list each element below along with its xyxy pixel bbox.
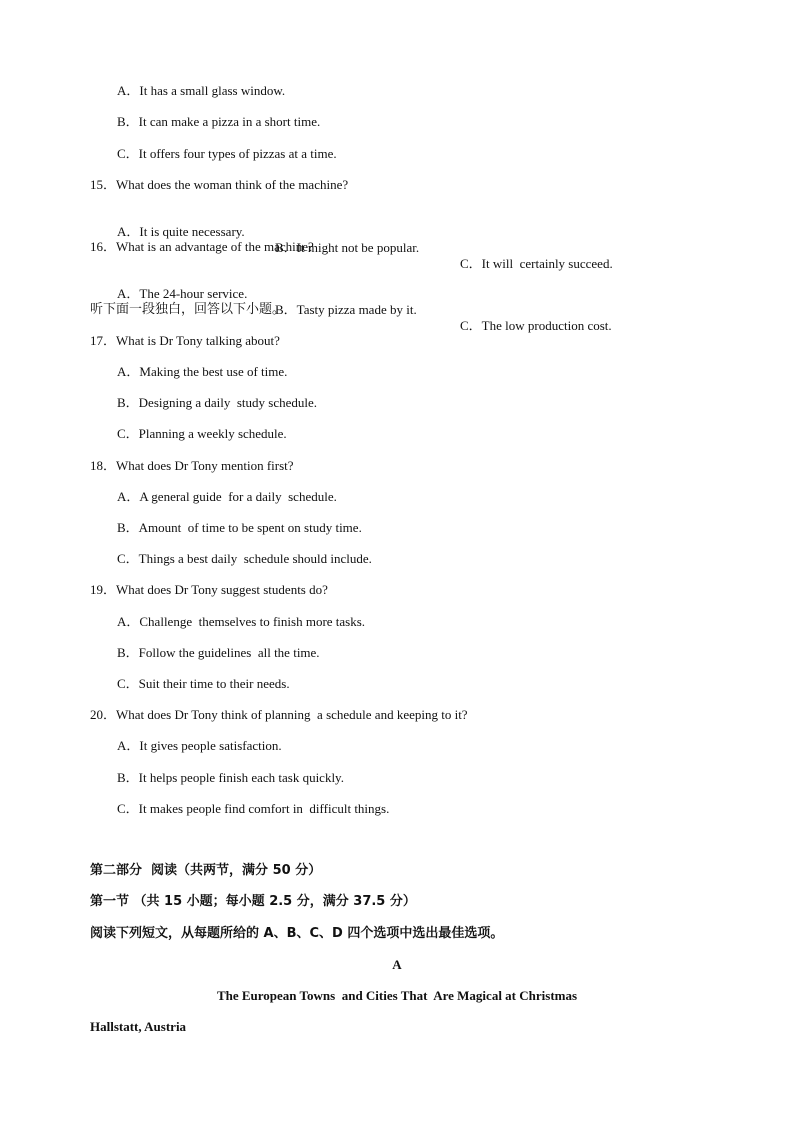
part2-heading: 第二部分 阅读（共两节，满分 50 分） bbox=[90, 863, 322, 878]
q16-option-c: C．The low production cost. bbox=[460, 318, 612, 333]
q20-option-c: C．It makes people find comfort in difficult things. bbox=[117, 801, 390, 816]
q19-option-b: B．Follow the guidelines all the time. bbox=[117, 645, 320, 660]
q16-stem: 16．What is an advantage of the machine? bbox=[90, 239, 314, 254]
q17-stem: 17．What is Dr Tony talking about? bbox=[90, 333, 280, 348]
q15-stem: 15．What does the woman think of the machine? bbox=[90, 177, 349, 192]
q20-option-a: A．It gives people satisfaction. bbox=[117, 738, 282, 753]
q14-option-c: C．It offers four types of pizzas at a time. bbox=[117, 146, 337, 161]
q16-option-b: B．Tasty pizza made by it. bbox=[275, 302, 417, 317]
q16-option-a: A．The 24-hour service. bbox=[117, 286, 248, 301]
q20-option-b: B．It helps people finish each task quickly. bbox=[117, 770, 344, 785]
q14-option-b: B．It can make a pizza in a short time. bbox=[117, 114, 321, 129]
q18-option-c: C．Things a best daily schedule should include. bbox=[117, 551, 372, 566]
passage-label: A bbox=[392, 957, 402, 972]
q19-stem: 19．What does Dr Tony suggest students do? bbox=[90, 582, 328, 597]
q15-option-a: A．It is quite necessary. bbox=[117, 224, 245, 239]
reading-instruction: 阅读下列短文，从每题所给的 A、B、C、D 四个选项中选出最佳选项。 bbox=[90, 926, 504, 941]
q19-option-c: C．Suit their time to their needs. bbox=[117, 676, 290, 691]
q17-option-b: B．Designing a daily study schedule. bbox=[117, 395, 318, 410]
q17-option-c: C．Planning a weekly schedule. bbox=[117, 426, 287, 441]
monologue-instruction: 听下面一段独白，回答以下小题。 bbox=[90, 302, 286, 317]
q18-option-a: A．A general guide for a daily schedule. bbox=[117, 489, 337, 504]
q18-stem: 18．What does Dr Tony mention first? bbox=[90, 458, 294, 473]
q17-option-a: A．Making the best use of time. bbox=[117, 364, 288, 379]
q15-option-c: C．It will certainly succeed. bbox=[460, 256, 613, 271]
q14-option-a: A．It has a small glass window. bbox=[117, 83, 286, 98]
section1-heading: 第一节 （共 15 小题；每小题 2.5 分，满分 37.5 分） bbox=[90, 894, 416, 909]
passage-title: The European Towns and Cities That Are Magical at Christmas bbox=[216, 988, 578, 1003]
passage-subheading: Hallstatt, Austria bbox=[90, 1019, 187, 1034]
q20-stem: 20．What does Dr Tony think of planning a schedule and keeping to it? bbox=[90, 707, 468, 722]
q15-option-b: B．It might not be popular. bbox=[275, 240, 420, 255]
q18-option-b: B．Amount of time to be spent on study time. bbox=[117, 520, 362, 535]
q19-option-a: A．Challenge themselves to finish more tasks. bbox=[117, 614, 366, 629]
